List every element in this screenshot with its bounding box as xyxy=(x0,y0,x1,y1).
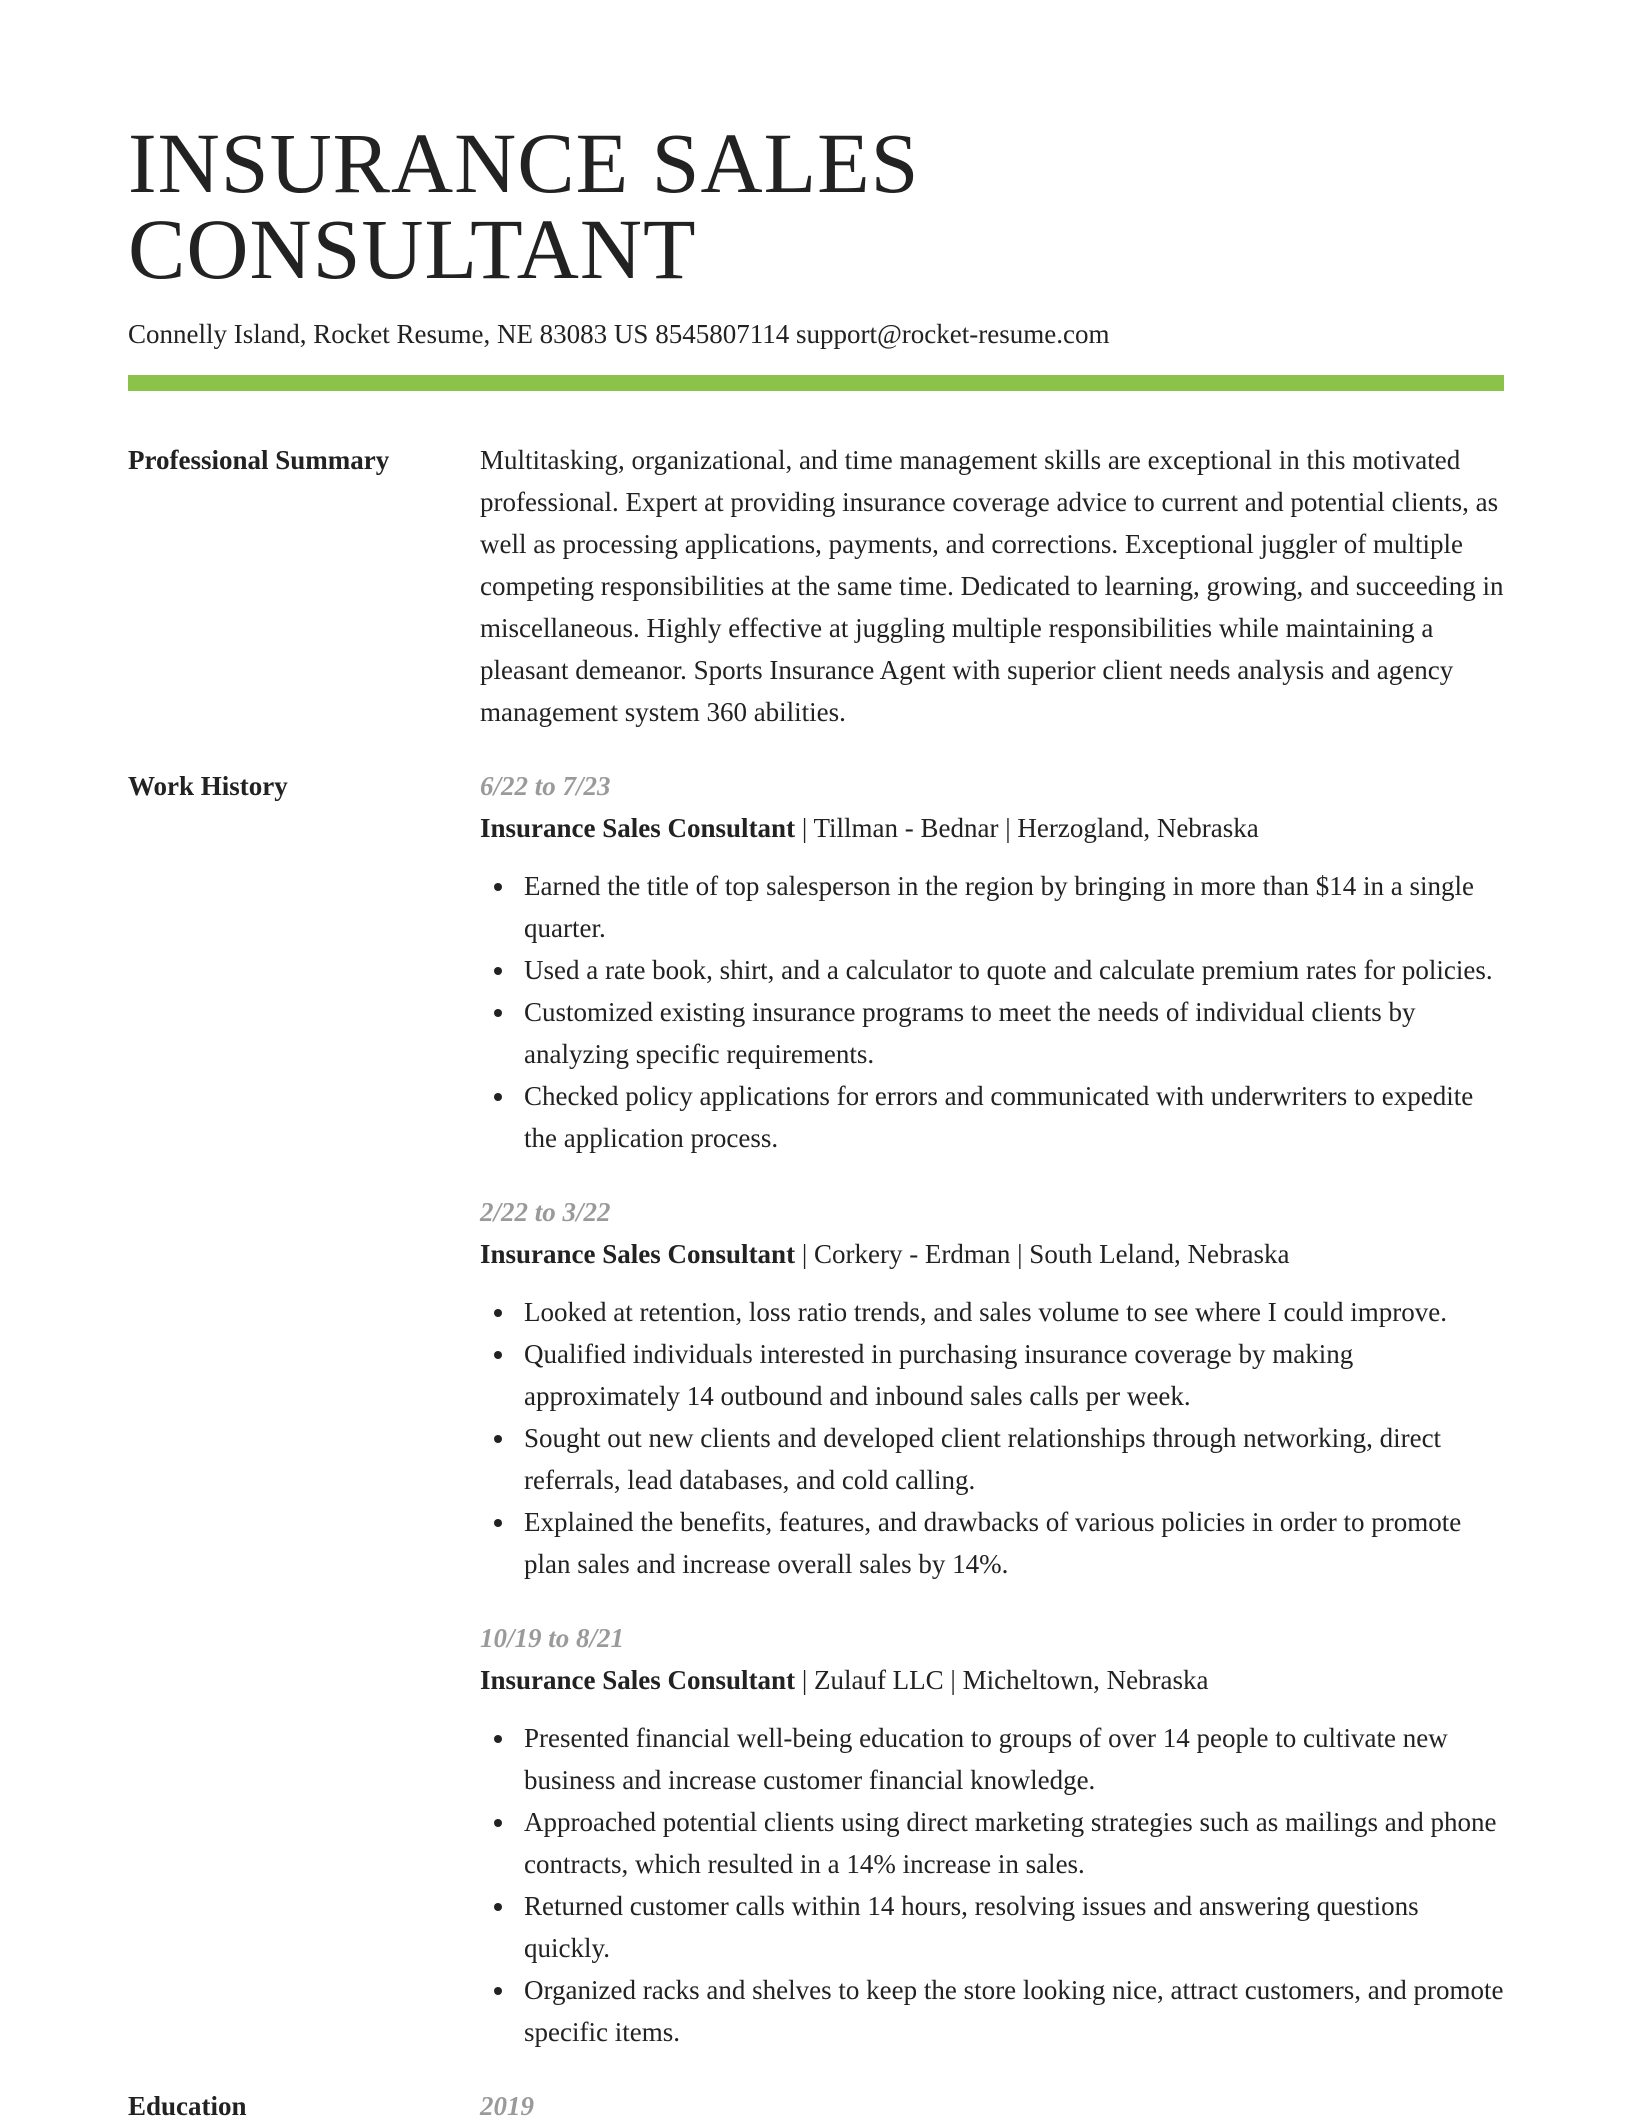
job-bullet-text: Returned customer calls within 14 hours, resolving issues and answering questions quickly. xyxy=(524,1891,1419,1964)
bullet-icon xyxy=(494,1735,502,1743)
summary-section xyxy=(128,439,1504,733)
header-divider xyxy=(128,375,1504,391)
job-entry xyxy=(480,1191,1504,1585)
job-bullet xyxy=(524,1501,1504,1585)
job-bullet xyxy=(524,1717,1504,1801)
bullet-icon xyxy=(494,1987,502,1995)
bullet-icon xyxy=(494,1093,502,1101)
job-bullet-text: Sought out new clients and developed client relationships through networking, direct referrals, lead databases, and cold calling. xyxy=(524,1423,1442,1496)
job-bullet-text: Explained the benefits, features, and drawbacks of various policies in order to promote plan sales and increase overall sales by 14%. xyxy=(524,1507,1462,1580)
job-title: Insurance Sales Consultant xyxy=(480,813,796,844)
job-bullet-text: Customized existing insurance programs to meet the needs of individual clients by analyzing specific requirements. xyxy=(524,997,1416,1070)
job-bullet-list xyxy=(480,865,1504,1159)
work-history-list xyxy=(480,765,1504,2085)
job-entry xyxy=(480,765,1504,1159)
bullet-icon xyxy=(494,1351,502,1359)
bullet-icon xyxy=(494,1435,502,1443)
job-company-location: | Zulauf LLC | Micheltown, Nebraska xyxy=(795,1665,1209,1696)
job-bullet xyxy=(524,1333,1504,1417)
job-bullet xyxy=(524,1801,1504,1885)
work-history-section xyxy=(128,765,1504,2085)
education-section xyxy=(128,2085,1504,2127)
resume-name: INSURANCE SALES CONSULTANT xyxy=(128,115,920,297)
job-company-location: | Tillman - Bednar | Herzogland, Nebraska xyxy=(795,813,1259,844)
job-bullet-text: Qualified individuals interested in purchasing insurance coverage by making approximately 14 outbound and inbound sales calls per week. xyxy=(524,1339,1354,1412)
job-dates: 6/22 to 7/23 xyxy=(480,771,611,802)
bullet-icon xyxy=(494,1819,502,1827)
job-bullet xyxy=(524,1417,1504,1501)
job-company-location: | Corkery - Erdman | South Leland, Nebraska xyxy=(795,1239,1290,1270)
job-bullet-text: Checked policy applications for errors and communicated with underwriters to expedite the application process. xyxy=(524,1081,1474,1154)
bullet-icon xyxy=(494,1519,502,1527)
education-year: 2019 xyxy=(480,2091,534,2122)
job-bullet-text: Looked at retention, loss ratio trends, and sales volume to see where I could improve. xyxy=(524,1297,1447,1328)
job-bullet-text: Approached potential clients using direct marketing strategies such as mailings and phone contracts, which resulted in a 14% increase in sales. xyxy=(524,1807,1497,1880)
education-label: Education xyxy=(128,2091,247,2122)
job-heading xyxy=(480,807,1504,849)
job-bullet xyxy=(524,1291,1504,1333)
job-dates: 2/22 to 3/22 xyxy=(480,1197,611,1228)
job-bullet xyxy=(524,1075,1504,1159)
job-bullet-list xyxy=(480,1291,1504,1585)
summary-label: Professional Summary xyxy=(128,445,390,476)
job-title: Insurance Sales Consultant xyxy=(480,1665,796,1696)
job-bullet xyxy=(524,1969,1504,2053)
job-bullet-text: Used a rate book, shirt, and a calculator to quote and calculate premium rates for policies. xyxy=(524,955,1493,986)
job-bullet-text: Earned the title of top salesperson in the region by bringing in more than $14 in a single quarter. xyxy=(524,871,1475,944)
job-dates: 10/19 to 8/21 xyxy=(480,1623,625,1654)
bullet-icon xyxy=(494,967,502,975)
job-bullet xyxy=(524,991,1504,1075)
job-title: Insurance Sales Consultant xyxy=(480,1239,796,1270)
summary-text: Multitasking, organizational, and time management skills are exceptional in this motivated professional. Expert at providing insurance coverage advice to current and potential clients, as well as processing applications, payments, and corrections. Exceptional juggler of multiple competing responsibilities at the same time. Dedicated to learning, growing, and succeeding in miscellaneous. Highly effective at juggling multiple responsibilities while maintaining a pleasant demeanor. Sports Insurance Agent with superior client needs analysis and agency management system 360 abilities. xyxy=(480,445,1504,728)
contact-line: Connelly Island, Rocket Resume, NE 83083 US 8545807114 support@rocket-resume.com xyxy=(128,319,1110,349)
job-bullet xyxy=(524,865,1504,949)
job-bullet-list xyxy=(480,1717,1504,2053)
job-bullet xyxy=(524,1885,1504,1969)
work-history-label: Work History xyxy=(128,771,288,802)
bullet-icon xyxy=(494,1903,502,1911)
bullet-icon xyxy=(494,1309,502,1317)
job-bullet-text: Organized racks and shelves to keep the store looking nice, attract customers, and promote specific items. xyxy=(524,1975,1504,2048)
job-heading xyxy=(480,1233,1504,1275)
bullet-icon xyxy=(494,883,502,891)
job-bullet xyxy=(524,949,1504,991)
job-bullet-text: Presented financial well-being education to groups of over 14 people to cultivate new business and increase customer financial knowledge. xyxy=(524,1723,1448,1796)
resume-page xyxy=(128,115,1504,2127)
job-heading xyxy=(480,1659,1504,1701)
bullet-icon xyxy=(494,1009,502,1017)
job-entry xyxy=(480,1617,1504,2053)
